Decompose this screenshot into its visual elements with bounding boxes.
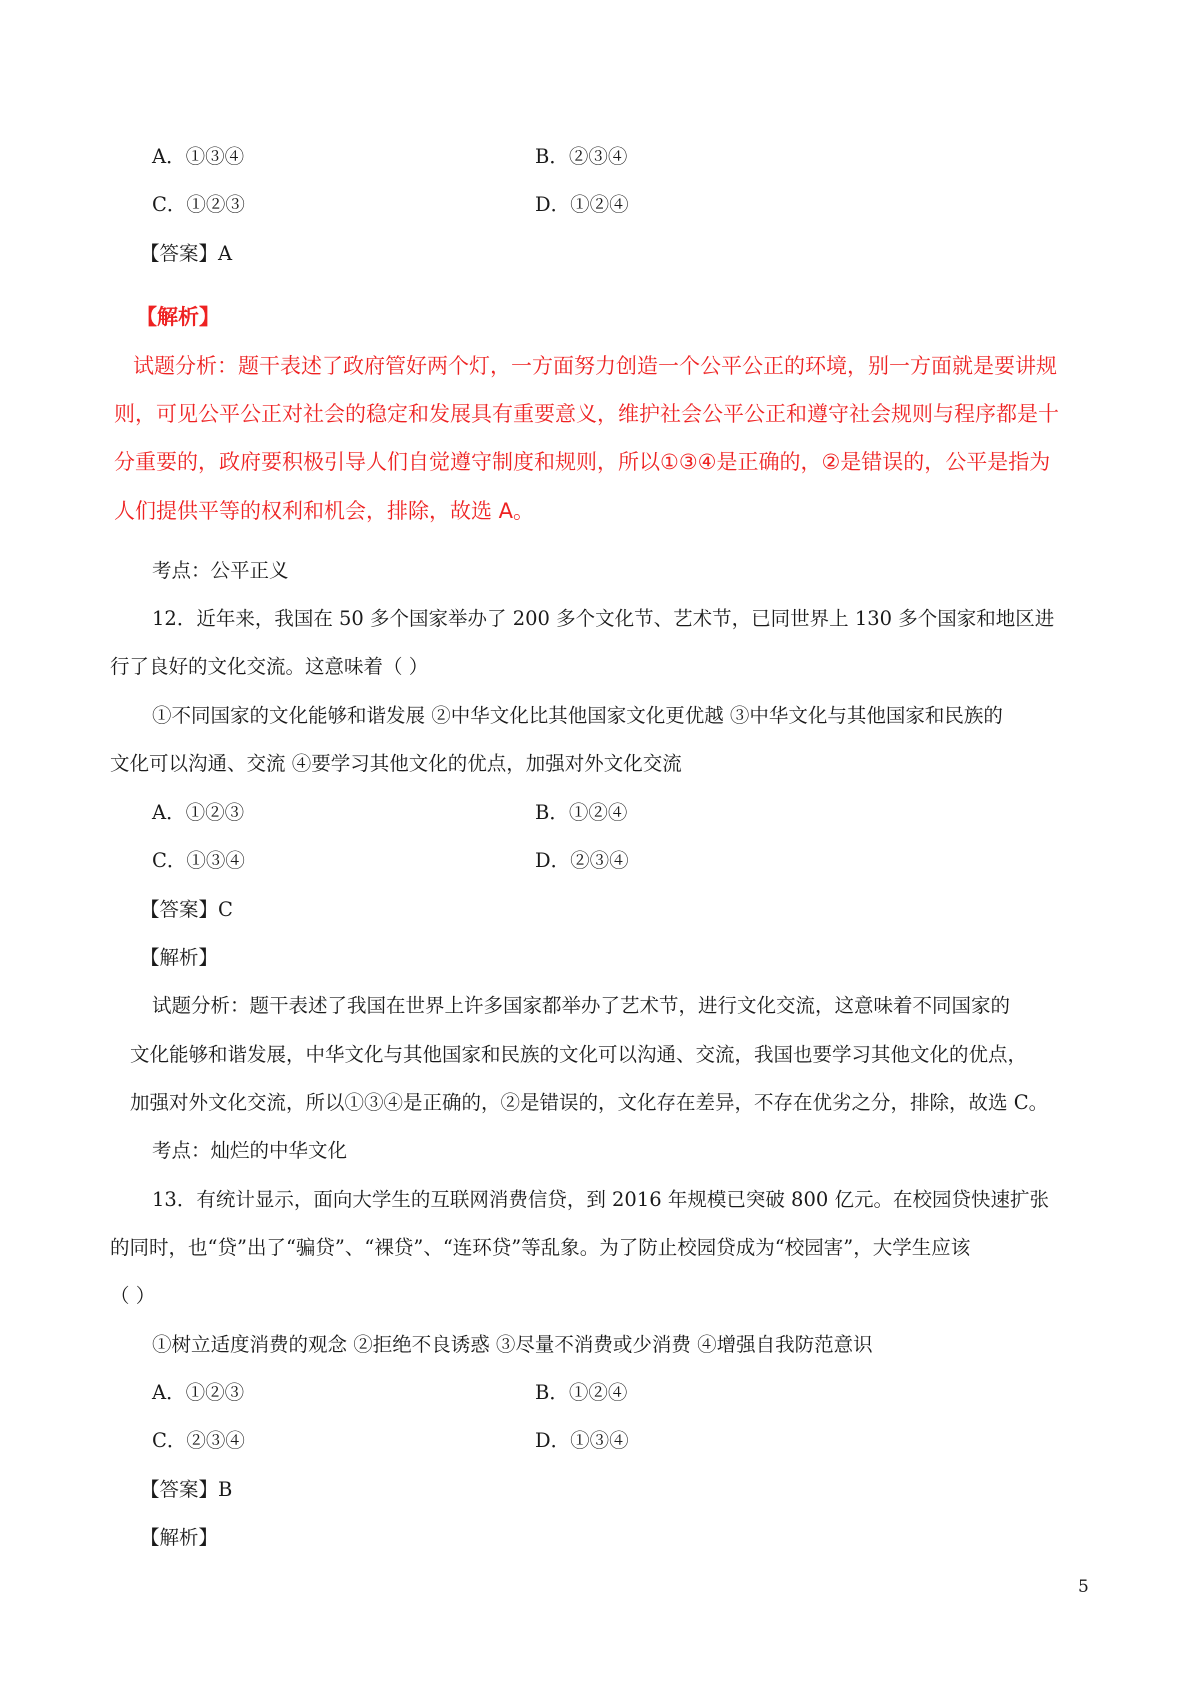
q13-answer: 【答案】B bbox=[140, 1478, 233, 1501]
q12-option-c: C．①③④ bbox=[152, 849, 245, 872]
q11-option-d: D．①②④ bbox=[535, 193, 629, 216]
q12-option-a: A．①②③ bbox=[152, 801, 245, 824]
q11-analysis-line: 则，可见公平公正对社会的稳定和发展具有重要意义，维护社会公平公正和遵守社会规则与程序都是十 bbox=[114, 402, 1059, 426]
q13-stem-line: 13．有统计显示，面向大学生的互联网消费信贷，到 2016 年规模已突破 800 亿元。在校园贷快速扩张 bbox=[152, 1188, 1049, 1211]
q13-analysis-heading: 【解析】 bbox=[140, 1526, 219, 1549]
q12-statement-line: 文化可以沟通、交流 ④要学习其他文化的优点，加强对外文化交流 bbox=[110, 752, 682, 775]
q12-topic: 考点：灿烂的中华文化 bbox=[152, 1139, 348, 1162]
q11-analysis-line: 人们提供平等的权利和机会，排除，故选 A。 bbox=[114, 499, 535, 523]
q12-statement-line: ①不同国家的文化能够和谐发展 ②中华文化比其他国家文化更优越 ③中华文化与其他国家和民族的 bbox=[152, 704, 1003, 727]
q13-option-d: D．①③④ bbox=[535, 1429, 629, 1452]
q11-topic: 考点：公平正义 bbox=[152, 559, 289, 582]
q11-analysis-line: 分重要的，政府要积极引导人们自觉遵守制度和规则，所以①③④是正确的，②是错误的，公平是指为 bbox=[114, 450, 1051, 474]
q11-answer: 【答案】A bbox=[140, 242, 233, 265]
q11-analysis-line: 试题分析：题干表述了政府管好两个灯，一方面努力创造一个公平公正的环境，别一方面就是要讲规 bbox=[133, 354, 1057, 378]
q12-analysis-line: 文化能够和谐发展，中华文化与其他国家和民族的文化可以沟通、交流，我国也要学习其他文化的优点， bbox=[130, 1043, 1028, 1066]
q13-option-c: C．②③④ bbox=[152, 1429, 245, 1452]
q12-analysis-heading: 【解析】 bbox=[140, 946, 219, 969]
q11-analysis-heading: 【解析】 bbox=[136, 305, 220, 329]
q12-analysis-line: 加强对外文化交流，所以①③④是正确的，②是错误的，文化存在差异，不存在优劣之分，排除，故选 C。 bbox=[130, 1091, 1049, 1114]
q12-option-d: D．②③④ bbox=[535, 849, 629, 872]
q12-stem-line: 12．近年来，我国在 50 多个国家举办了 200 多个文化节、艺术节，已同世界上 130 多个国家和地区进 bbox=[152, 607, 1055, 630]
q13-stem-line: （ ） bbox=[110, 1284, 156, 1307]
q12-option-b: B．①②④ bbox=[535, 801, 628, 824]
q13-statement-line: ①树立适度消费的观念 ②拒绝不良诱惑 ③尽量不消费或少消费 ④增强自我防范意识 bbox=[152, 1333, 873, 1356]
q11-option-a: A．①③④ bbox=[152, 145, 245, 168]
q12-stem-line: 行了良好的文化交流。这意味着（ ） bbox=[110, 655, 429, 678]
q11-option-b: B．②③④ bbox=[535, 145, 628, 168]
q13-option-b: B．①②④ bbox=[535, 1381, 628, 1404]
q13-option-a: A．①②③ bbox=[152, 1381, 245, 1404]
q11-option-c: C．①②③ bbox=[152, 193, 245, 216]
q13-stem-line: 的同时，也“贷”出了“骗贷”、“裸贷”、“连环贷”等乱象。为了防止校园贷成为“校园害”，大学生应该 bbox=[110, 1236, 971, 1259]
page-number: 5 bbox=[1078, 1577, 1089, 1597]
q12-analysis-line: 试题分析：题干表述了我国在世界上许多国家都举办了艺术节，进行文化交流，这意味着不同国家的 bbox=[152, 994, 1011, 1017]
q12-answer: 【答案】C bbox=[140, 898, 233, 921]
